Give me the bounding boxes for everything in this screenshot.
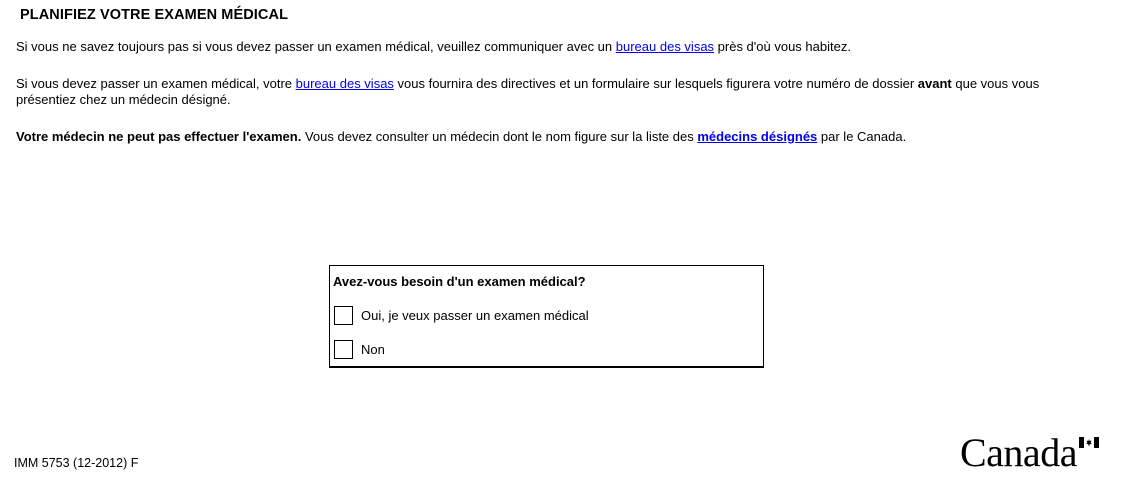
emphasis-text: avant <box>917 76 952 91</box>
option-yes[interactable] <box>334 306 589 325</box>
paragraph-text: vous fournira des directives et un formulaire sur lesquels figurera votre numéro de dossier <box>393 76 918 91</box>
no-checkbox[interactable] <box>334 340 353 359</box>
paragraph-text: Vous devez consulter un médecin dont le nom figure sur la liste des <box>301 129 698 144</box>
canada-wordmark <box>960 430 1102 475</box>
designated-doctors-link[interactable]: médecins désignés <box>697 129 818 144</box>
paragraph-text: Si vous ne savez toujours pas si vous devez passer un examen médical, veuillez communiquer avec un <box>16 39 616 54</box>
paragraph-text: que vous vous présentiez chez un médecin désigné. <box>16 76 1040 107</box>
medical-exam-question-box <box>329 265 764 367</box>
option-yes-label: Oui, je veux passer un examen médical <box>361 308 589 323</box>
form-code: IMM 5753 (12-2012) F <box>14 456 139 470</box>
paragraph-visa-office <box>16 39 1096 55</box>
paragraph-text: par le Canada. <box>817 129 907 144</box>
emphasis-text: Votre médecin ne peut pas effectuer l'examen. <box>16 129 302 144</box>
option-no-label: Non <box>361 342 385 357</box>
paragraph-instructions <box>16 76 1096 108</box>
visa-office-link[interactable]: bureau des visas <box>295 76 394 91</box>
flag-icon <box>1079 437 1099 448</box>
option-no[interactable] <box>334 340 385 359</box>
paragraph-text: près d'où vous habitez. <box>714 39 851 54</box>
question-title: Avez-vous besoin d'un examen médical? <box>333 274 586 289</box>
page-title: PLANIFIEZ VOTRE EXAMEN MÉDICAL <box>20 7 289 23</box>
visa-office-link[interactable]: bureau des visas <box>615 39 715 54</box>
paragraph-text: Si vous devez passer un examen médical, votre <box>16 76 296 91</box>
paragraph-designated-doctor <box>16 129 1096 145</box>
wordmark-text: Canada <box>960 430 1077 475</box>
yes-checkbox[interactable] <box>334 306 353 325</box>
